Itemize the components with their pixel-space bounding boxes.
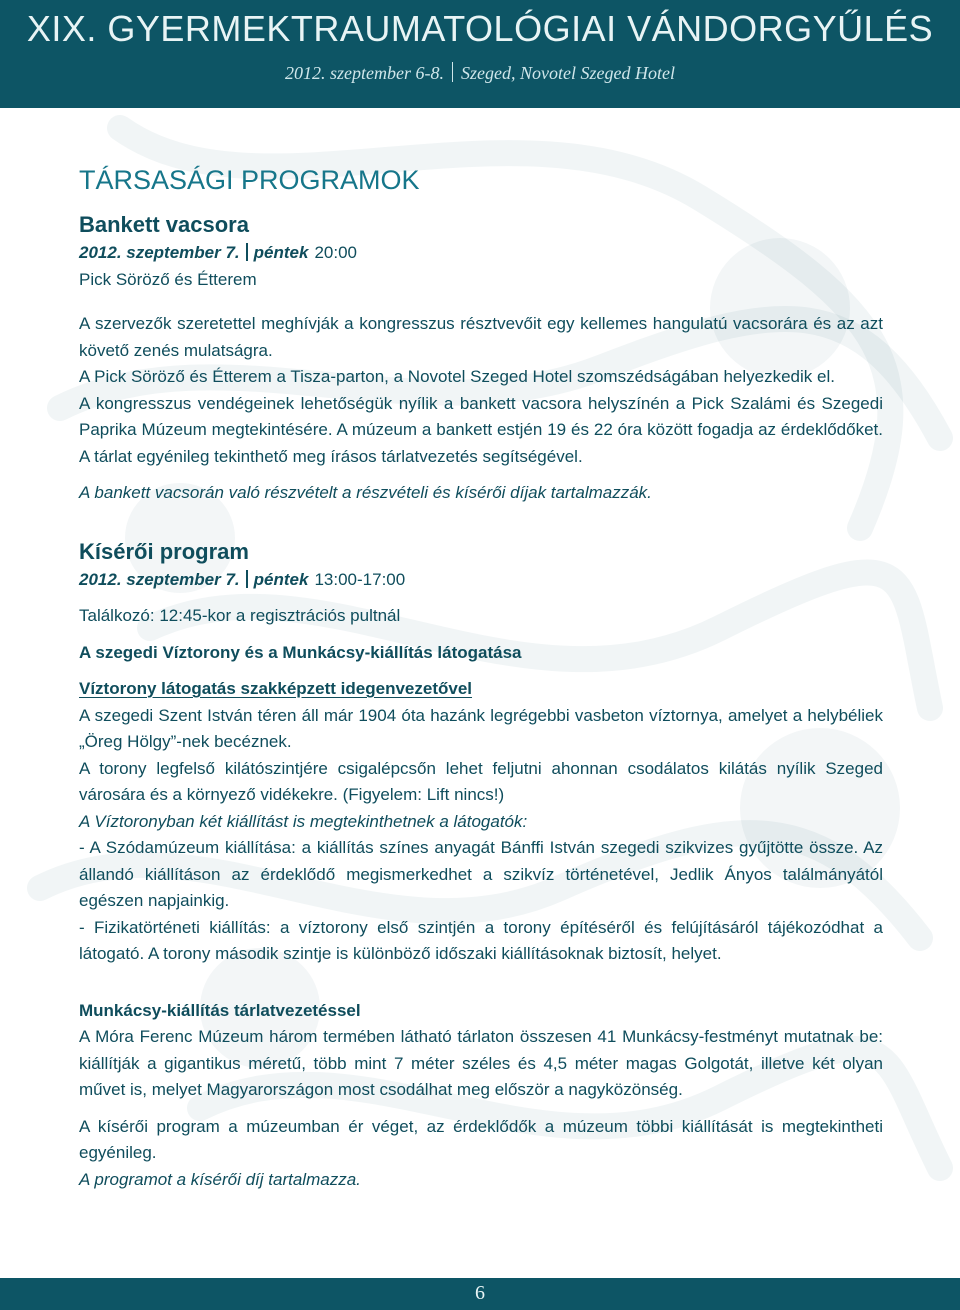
bankett-paragraph-3: A kongresszus vendégeinek lehetőségük nyílik a bankett vacsora helyszínén a Pick Szalámi és Szegedi Paprika Múzeum megtekintésére. A múzeum a bankett estjén 19 és 22 óra között fogadja az érdeklődőket. A tárlat egyénileg tekinthető meg írásos tárlatvezetés segítségével. — [79, 393, 883, 466]
main-content — [79, 160, 883, 1193]
separator — [246, 570, 248, 588]
bankett-time: 20:00 — [314, 243, 357, 262]
bankett-place: Pick Söröző és Étterem — [79, 269, 257, 289]
section-title: TÁRSASÁGI PROGRAMOK — [79, 165, 420, 195]
kiseroi-heading: Kísérői program — [79, 538, 249, 564]
page-footer — [0, 1278, 960, 1310]
bankett-paragraph-2: A Pick Söröző és Étterem a Tisza-parton, a Novotel Szeged Hotel szomszédságában helyezkedik el. — [79, 367, 835, 386]
congress-date-venue — [0, 62, 960, 84]
page-header — [0, 0, 960, 108]
tower-heading: Víztorony látogatás szakképzett idegenvezetővel — [79, 679, 473, 698]
munkacsy-paragraph-2: A kísérői program a múzeumban ér véget, az érdeklődők a múzeum többi kiállítását is megtekintheti egyénileg. — [79, 1116, 883, 1162]
kiseroi-time: 13:00-17:00 — [314, 569, 406, 589]
separator — [246, 243, 248, 261]
congress-venue: Szeged, Novotel Szeged Hotel — [461, 63, 675, 83]
congress-title: XIX. GYERMEKTRAUMATOLÓGIAI VÁNDORGYŰLÉS — [26, 8, 934, 49]
munkacsy-note: A programot a kísérői díj tartalmazza. — [79, 1169, 361, 1189]
munkacsy-heading: Munkácsy-kiállítás tárlatvezetéssel — [79, 1000, 361, 1020]
tower-paragraph-4: - A Szódamúzeum kiállítása: a kiállítás színes anyagát Bánffi István szegedi szikvizes gyűjtötte össze. Az állandó kiállításon az érdeklődő megismerkedhet a szikvíz történetével, Jedlik Ányos találmányától egészen napjainkig. — [79, 838, 883, 910]
kiseroi-day: péntek — [253, 569, 309, 589]
munkacsy-paragraph-1: A Móra Ferenc Múzeum három termében látható tárlaton összesen 41 Munkácsy-festményt mutatnak be: kiállítják a gigantikus méretű, több mint 7 méter széles és 4,5 méter magas Golgotát, illetve két olyan művet is, melyet Magyarországon most csodálhat meg először a nagyközönség. — [79, 1027, 883, 1099]
bankett-day: péntek — [253, 243, 309, 262]
tower-paragraph-1: A szegedi Szent István téren áll már 1904 óta hazánk legrégebbi vasbeton víztornya, amelyet a helybéliek „Öreg Hölgy”-nek becéznek. — [79, 705, 883, 751]
bankett-date: 2012. szeptember 7. — [79, 243, 240, 262]
bankett-paragraph-1: A szervezők szeretettel meghívják a kongresszus résztvevőit egy kellemes hangulatú vacsorára és az azt követő zenés mulatságra. — [79, 314, 883, 360]
tower-paragraph-3: A Víztoronyban két kiállítást is megtekinthetnek a látogatók: — [79, 811, 528, 831]
kiseroi-meeting: Találkozó: 12:45-kor a regisztrációs pultnál — [79, 606, 401, 625]
separator — [452, 62, 453, 82]
bankett-heading: Bankett vacsora — [79, 212, 249, 237]
tower-paragraph-5: - Fizikatörténeti kiállítás: a víztorony első szintjén a torony építéséről és felújításáról tájékozódhat a látogató. A torony második szintje is különböző időszaki kiállításoknak biztosít, helyet. — [79, 917, 883, 963]
kiseroi-date-line — [79, 567, 883, 594]
bankett-date-line — [79, 240, 883, 267]
tower-paragraph-2: A torony legfelső kilátószintjére csigalépcsőn lehet feljutni ahonnan csodálatos kilátás nyílik Szeged városára és a környező vidékekre. (Figyelem: Lift nincs!) — [79, 758, 883, 804]
kiseroi-date: 2012. szeptember 7. — [79, 569, 240, 589]
visit-title: A szegedi Víztorony és a Munkácsy-kiállítás látogatása — [79, 642, 522, 662]
congress-date: 2012. szeptember 6-8. — [285, 63, 445, 83]
bankett-note: A bankett vacsorán való részvételt a részvételi és kísérői díjak tartalmazzák. — [79, 483, 652, 502]
page-number: 6 — [475, 1282, 485, 1304]
